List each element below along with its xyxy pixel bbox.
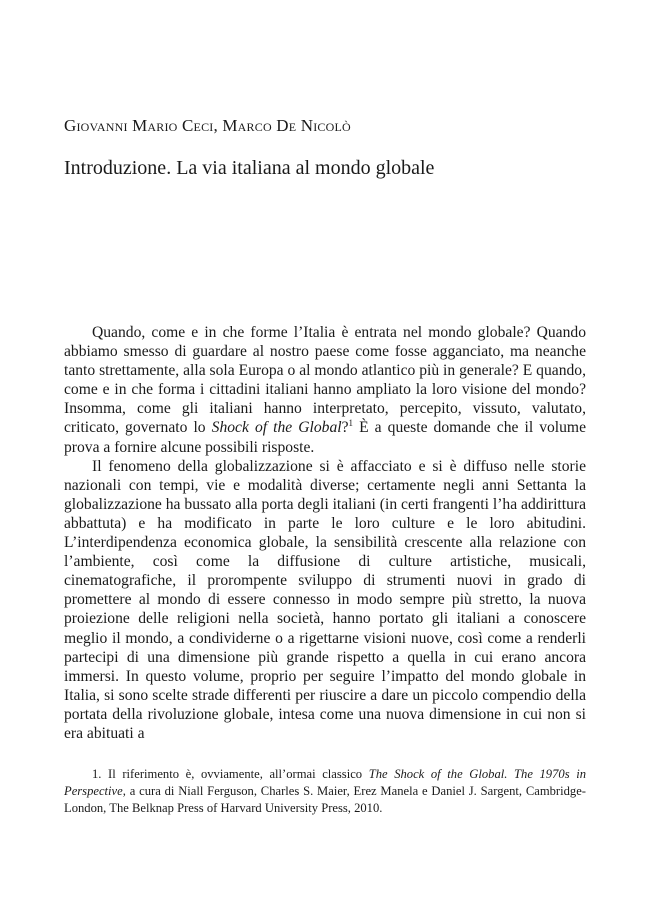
footnote-reference: 1 xyxy=(348,418,354,429)
footnote xyxy=(64,766,586,817)
italic-title: Shock of the Global xyxy=(211,419,342,437)
paragraph-text: È a queste domande che il volume prova a fornire alcune possibili risposte. xyxy=(64,419,586,456)
chapter-authors: Giovanni Mario Ceci, Marco De Nicolò xyxy=(64,116,351,135)
footnote-paragraph xyxy=(64,766,586,817)
footnote-text: 1. Il riferimento è, ovviamente, all’ormai classico xyxy=(92,767,369,781)
paragraph-text: ? xyxy=(341,419,349,437)
chapter-title: Introduzione. La via italiana al mondo globale xyxy=(64,157,435,179)
footnote-text: , a cura di Niall Ferguson, Charles S. Maier, Erez Manela e Daniel J. Sargent, Cambridge-London, The Belknap Press of Harvard University Press, 2010. xyxy=(64,784,586,815)
footnote-italic-title: The Shock of the Global. The 1970s in Perspective xyxy=(64,767,587,798)
chapter-body xyxy=(64,323,586,743)
body-paragraph: Il fenomeno della globalizzazione si è affacciato e si è diffuso nelle storie nazionali con tempi, vie e modalità diverse; certamente negli anni Settanta la globalizzazione ha bussato alla porta degli italiani (in certi frangenti l’ha addirittura abbattuta) e ha modificato in parte le loro culture e le loro abitudini. L’interdipendenza economica globale, la sensibilità crescente alla relazione con l’ambiente, così come la diffusione di culture artistiche, musicali, cinematografiche, il prorompente sviluppo di strumenti nuovi in grado di promettere al mondo di essere connesso in modo sempre più stretto, la nuova proiezione delle religioni nella società, hanno portato gli italiani a conoscere meglio il mondo, a condividerne o a rigettarne visioni nuove, così come a renderli partecipi di una dimensione più grande rispetto a quella in cui erano ancora immersi. In questo volume, proprio per seguire l’impatto del mondo globale in Italia, si sono scelte strade differenti per riuscire a dare un piccolo compendio della portata della rivoluzione globale, intesa come una nuova dimensione in cui non si era abituati a xyxy=(64,457,586,742)
body-paragraph xyxy=(64,323,586,457)
paragraph-text: Quando, come e in che forme l’Italia è entrata nel mondo globale? Quando abbiamo smesso di guardare al nostro paese come fosse agganciato, ma neanche tanto strettamente, alla sola Europa o al mondo atlantico più in generale? E quando, come e in che forma i cittadini italiani hanno ampliato la loro visione del mondo? Insomma, come gli italiani hanno interpretato, percepito, vissuto, valutato, criticato, governato lo xyxy=(64,324,586,437)
